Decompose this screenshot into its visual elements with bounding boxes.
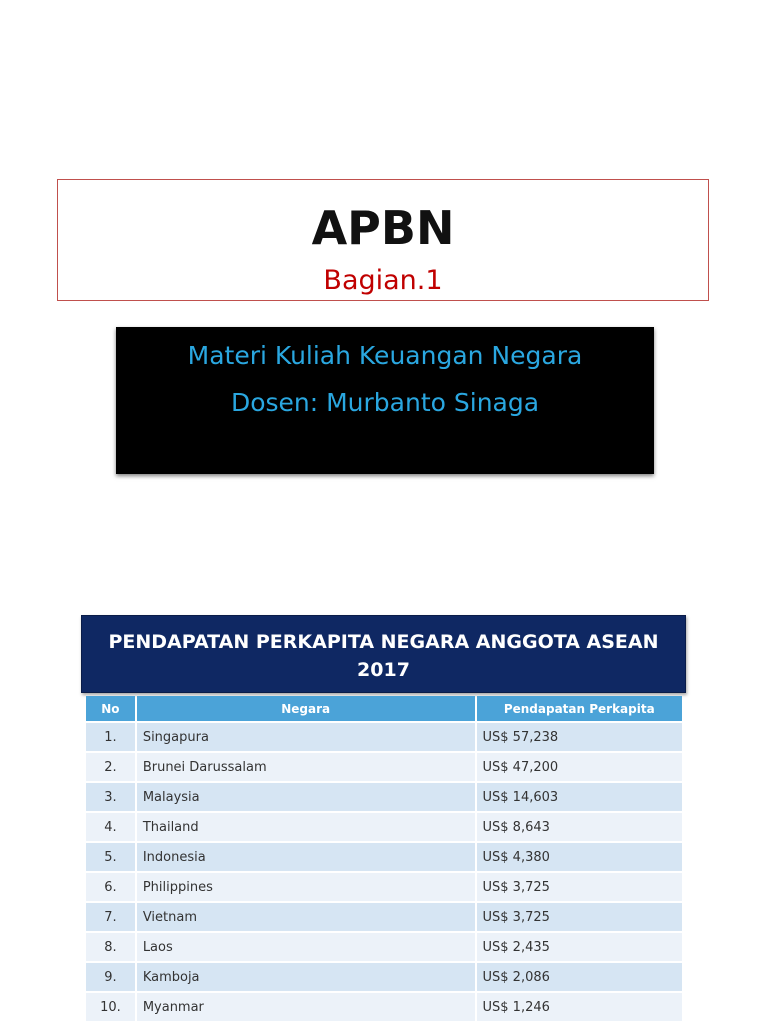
row-country: Laos (137, 933, 475, 961)
table-title-line2: 2017 (357, 659, 410, 681)
row-income: US$ 2,435 (477, 933, 682, 961)
row-country: Vietnam (137, 903, 475, 931)
table-row (86, 753, 682, 781)
row-country: Brunei Darussalam (137, 753, 475, 781)
title-box (57, 179, 709, 301)
row-country: Kamboja (137, 963, 475, 991)
row-income: US$ 3,725 (477, 873, 682, 901)
page-subtitle: Bagian.1 (323, 265, 443, 296)
course-info-box (116, 327, 654, 474)
row-income: US$ 3,725 (477, 903, 682, 931)
table-row (86, 843, 682, 871)
course-name: Materi Kuliah Keuangan Negara (187, 341, 583, 370)
row-country: Malaysia (137, 783, 475, 811)
table-row (86, 723, 682, 751)
table-title-line1: PENDAPATAN PERKAPITA NEGARA ANGGOTA ASEAN (108, 631, 659, 653)
table-row (86, 963, 682, 991)
column-header-no: No (86, 696, 135, 721)
table-row (86, 903, 682, 931)
row-no: 2. (86, 753, 135, 781)
lecturer-name: Dosen: Murbanto Sinaga (230, 388, 540, 417)
row-country: Singapura (137, 723, 475, 751)
table-row (86, 813, 682, 841)
row-income: US$ 47,200 (477, 753, 682, 781)
table-row (86, 933, 682, 961)
row-no: 9. (86, 963, 135, 991)
row-no: 1. (86, 723, 135, 751)
row-income: US$ 1,246 (477, 993, 682, 1021)
row-no: 10. (86, 993, 135, 1021)
row-no: 6. (86, 873, 135, 901)
table-row (86, 783, 682, 811)
table-header-row (86, 696, 682, 721)
row-no: 4. (86, 813, 135, 841)
row-income: US$ 4,380 (477, 843, 682, 871)
row-no: 8. (86, 933, 135, 961)
row-no: 7. (86, 903, 135, 931)
row-income: US$ 57,238 (477, 723, 682, 751)
table-row (86, 873, 682, 901)
row-country: Indonesia (137, 843, 475, 871)
column-header-negara: Negara (137, 696, 475, 721)
row-no: 3. (86, 783, 135, 811)
row-country: Myanmar (137, 993, 475, 1021)
column-header-pendapatan: Pendapatan Perkapita (477, 696, 682, 721)
row-income: US$ 2,086 (477, 963, 682, 991)
row-income: US$ 8,643 (477, 813, 682, 841)
row-country: Philippines (137, 873, 475, 901)
asean-income-table (84, 694, 684, 1023)
table-title (81, 615, 686, 693)
row-no: 5. (86, 843, 135, 871)
page-title: APBN (311, 201, 455, 255)
table-row (86, 993, 682, 1021)
row-country: Thailand (137, 813, 475, 841)
row-income: US$ 14,603 (477, 783, 682, 811)
